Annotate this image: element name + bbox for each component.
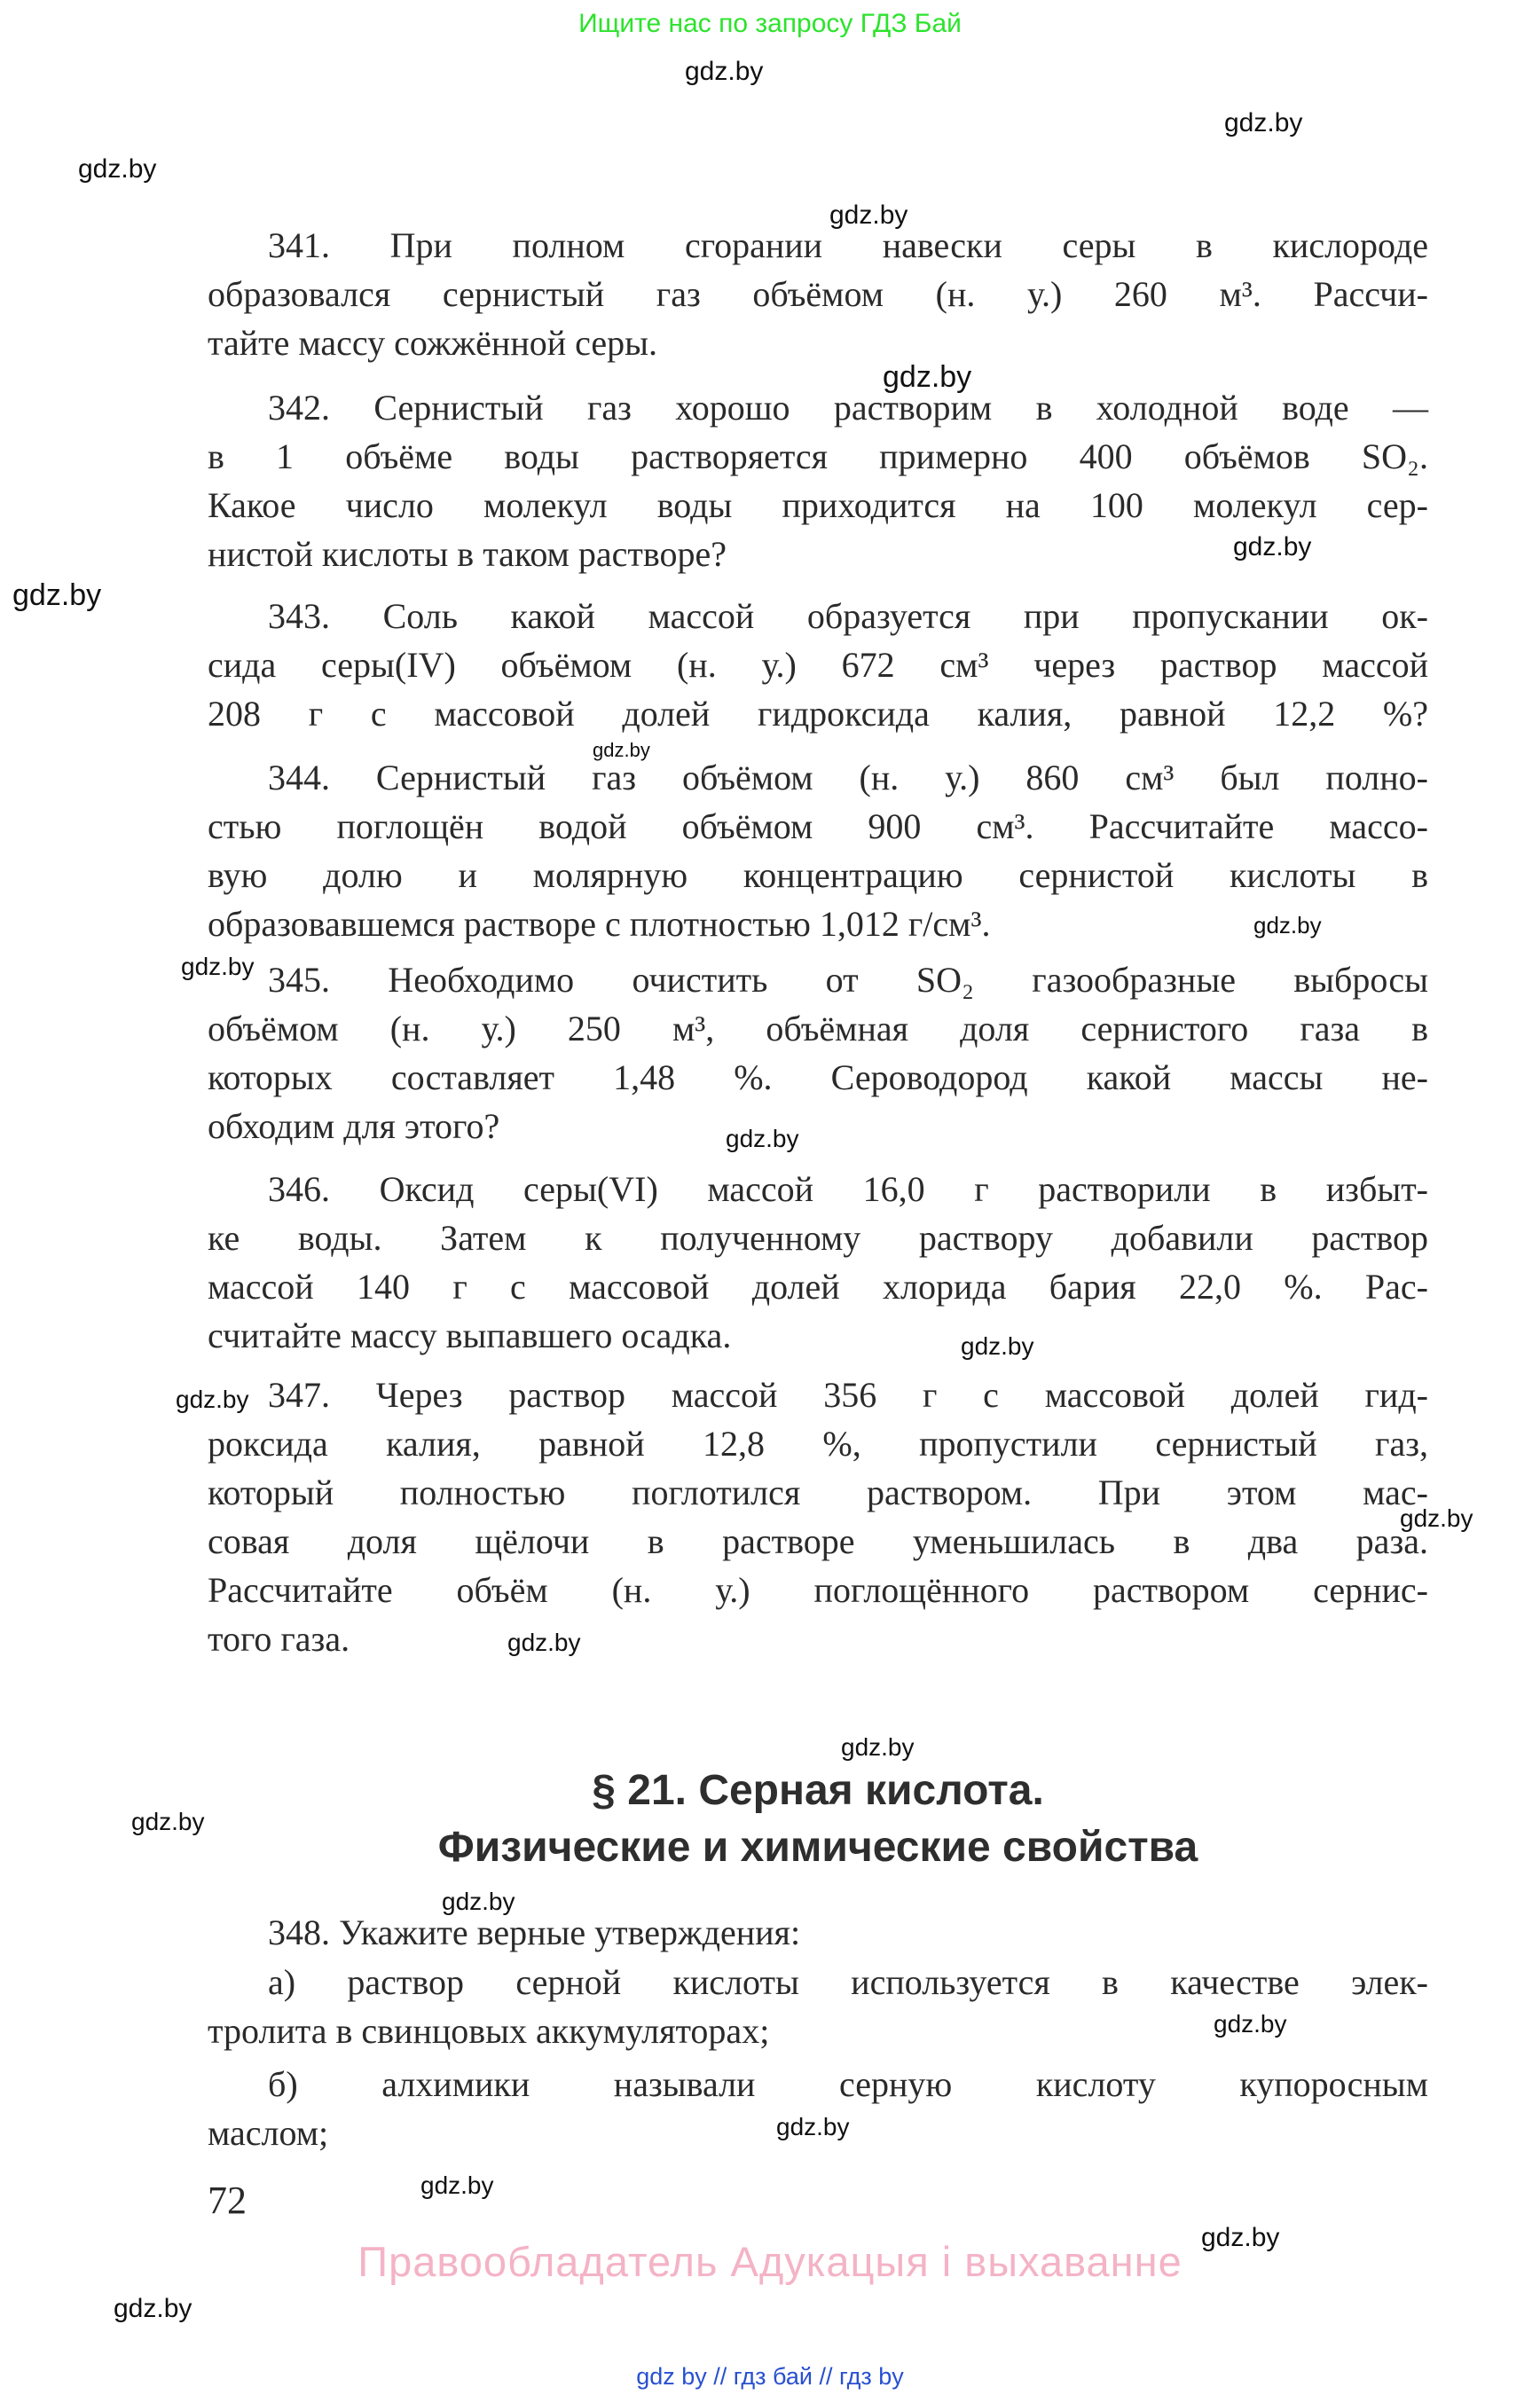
exercise-348-item-b-line-2: маслом; (208, 2113, 329, 2153)
problem-344-line-3: вую долю и молярную концентрацию сернистой кислоты в (208, 855, 1428, 895)
problem-341 (208, 221, 1428, 367)
gdzby-watermark-2: gdz.by (1224, 108, 1303, 137)
problem-346-line-3: массой 140 г с массовой долей хлорида бария 22,0 %. Рас- (208, 1267, 1428, 1307)
gdzby-watermark-1: gdz.by (685, 57, 764, 86)
exercise-348-item-a-line-2: тролита в свинцовых аккумуляторах; (208, 2011, 770, 2051)
gdzby-watermark-3: gdz.by (78, 154, 157, 184)
exercise-348-intro (208, 1908, 1428, 1957)
problem-342-line-2: в 1 объёме воды растворяется примерно 400 объёмов SO₂. (208, 436, 1428, 476)
gdzby-watermark-4: gdz.by (829, 200, 908, 230)
problem-341-line-3: тайте массу сожжённой серы. (208, 323, 658, 363)
problem-347-line-6: того газа. (208, 1619, 350, 1659)
gdzby-watermark-15: gdz.by (507, 1629, 581, 1656)
problem-347-line-1: 347. Через раствор массой 356 г с массовой долей гид- (268, 1375, 1428, 1415)
problem-345-line-3: которых составляет 1,48 %. Сероводород какой массы не- (208, 1057, 1428, 1097)
problem-347-line-5: Рассчитайте объём (н. у.) поглощённого раствором сернис- (208, 1570, 1428, 1610)
problem-344-line-1: 344. Сернистый газ объёмом (н. у.) 860 см³ был полно- (268, 758, 1428, 797)
problem-346-line-2: ке воды. Затем к полученному раствору добавили раствор (208, 1218, 1428, 1258)
gdzby-watermark-22: gdz.by (1201, 2223, 1280, 2252)
exercise-348-item-b (208, 2060, 1428, 2157)
gdzby-watermark-18: gdz.by (442, 1888, 515, 1915)
gdzby-watermark-20: gdz.by (776, 2113, 850, 2140)
problem-345-line-2: объёмом (н. у.) 250 м³, объёмная доля сернистого газа в (208, 1009, 1428, 1048)
section-heading-line2: Физические и химические свойства (437, 1824, 1198, 1871)
gdzby-watermark-5: gdz.by (883, 360, 972, 394)
problem-341-line-2: образовался сернистый газ объёмом (н. у.) 260 м³. Рассчи- (208, 274, 1428, 314)
problem-347 (208, 1370, 1428, 1663)
problem-345 (208, 955, 1428, 1150)
problem-343-line-1: 343. Соль какой массой образуется при пропускании ок- (268, 596, 1428, 636)
seo-footer-text: gdz by // гдз бай // гдз by (636, 2363, 904, 2390)
problem-344 (208, 753, 1428, 948)
problem-343 (208, 592, 1428, 738)
exercise-348-intro-line-1: 348. Укажите верные утверждения: (268, 1912, 801, 1952)
gdzby-watermark-8: gdz.by (593, 739, 650, 761)
gdzby-watermark-9: gdz.by (1253, 912, 1322, 938)
gdzby-watermark-17: gdz.by (131, 1808, 205, 1835)
exercise-348-item-b-line-1: б) алхимики называли серную кислоту купоросным (268, 2064, 1428, 2104)
exercise-348-item-a-line-1: а) раствор серной кислоты используется в качестве элек- (268, 1962, 1428, 2002)
gdzby-watermark-14: gdz.by (1400, 1504, 1473, 1532)
gdzby-watermark-11: gdz.by (726, 1125, 799, 1152)
gdzby-watermark-13: gdz.by (176, 1386, 249, 1413)
problem-347-line-2: роксида калия, равной 12,8 %, пропустили сернистый газ, (208, 1424, 1428, 1464)
page-number: 72 (208, 2179, 247, 2222)
exercise-348-item-a (208, 1958, 1428, 2055)
problem-347-line-3: который полностью поглотился раствором. При этом мас- (208, 1472, 1428, 1512)
problem-341-line-1: 341. При полном сгорании навески серы в кислороде (268, 225, 1428, 265)
gdzby-watermark-12: gdz.by (961, 1332, 1034, 1360)
gdzby-watermark-7: gdz.by (12, 578, 102, 612)
section-heading-line1: § 21. Серная кислота. (592, 1767, 1044, 1814)
gdzby-watermark-10: gdz.by (181, 953, 255, 980)
problem-344-line-2: стью поглощён водой объёмом 900 см³. Рассчитайте массо- (208, 806, 1428, 846)
promo-header-text: Ищите нас по запросу ГДЗ Бай (578, 9, 962, 38)
gdzby-watermark-23: gdz.by (114, 2294, 192, 2323)
copyright-footer: Правообладатель Адукацыя і выхаванне (358, 2238, 1182, 2285)
gdzby-watermark-16: gdz.by (841, 1733, 915, 1761)
problem-344-line-4: образовавшемся растворе с плотностью 1,012 г/см³. (208, 904, 991, 944)
problem-342-line-3: Какое число молекул воды приходится на 100 молекул сер- (208, 485, 1428, 525)
section-heading (208, 1763, 1428, 1876)
gdzby-watermark-6: gdz.by (1233, 532, 1312, 561)
problem-345-line-4: обходим для этого? (208, 1106, 500, 1146)
problem-343-line-3: 208 г с массовой долей гидроксида калия, равной 12,2 %? (208, 694, 1428, 734)
problem-342-line-4: нистой кислоты в таком растворе? (208, 534, 727, 574)
problem-343-line-2: сида серы(IV) объёмом (н. у.) 672 см³ через раствор массой (208, 645, 1428, 685)
problem-347-line-4: совая доля щёлочи в растворе уменьшилась в два раза. (208, 1521, 1428, 1561)
gdzby-watermark-19: gdz.by (1214, 2010, 1287, 2038)
problem-346-line-1: 346. Оксид серы(VI) массой 16,0 г растворили в избыт- (268, 1169, 1428, 1209)
problem-346-line-4: считайте массу выпавшего осадка. (208, 1315, 732, 1355)
gdzby-watermark-21: gdz.by (420, 2171, 494, 2199)
problem-345-line-1: 345. Необходимо очистить от SO₂ газообразные выбросы (268, 960, 1428, 1000)
problem-346 (208, 1165, 1428, 1360)
problem-342-line-1: 342. Сернистый газ хорошо растворим в холодной воде — (268, 388, 1428, 428)
